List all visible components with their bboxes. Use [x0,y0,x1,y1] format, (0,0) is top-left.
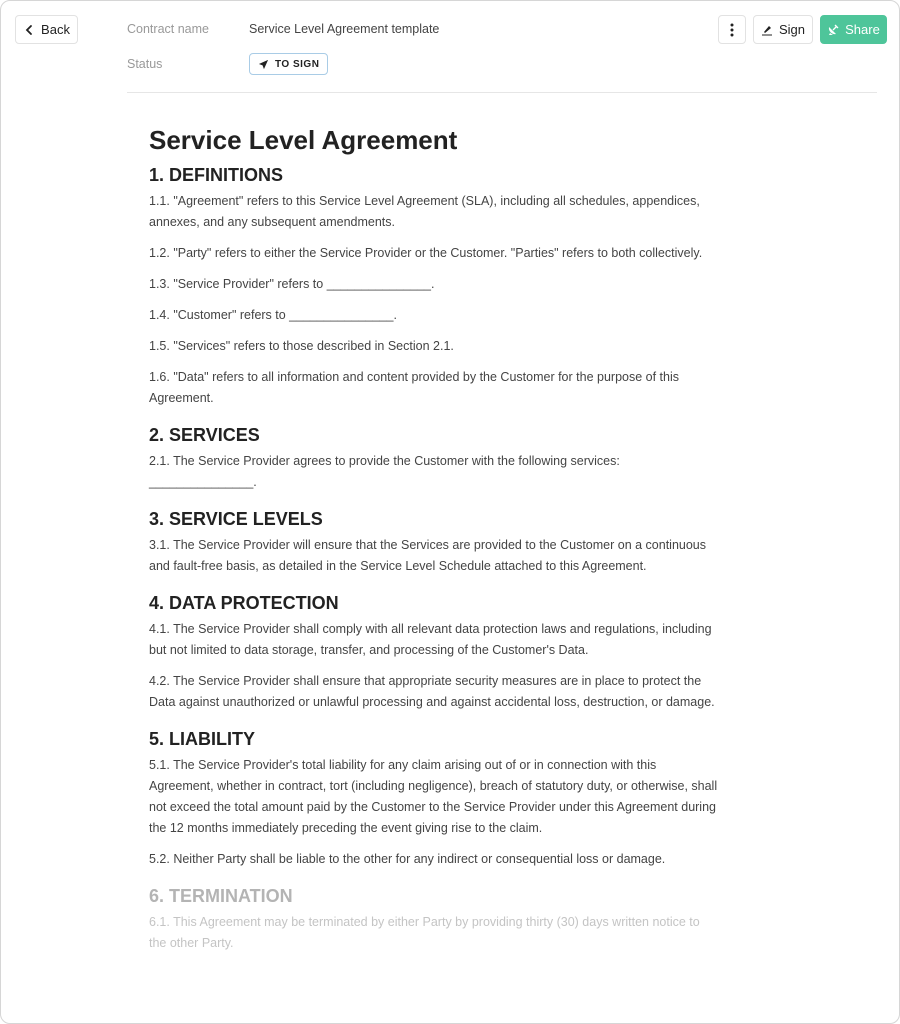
back-label: Back [41,22,70,37]
sign-label: Sign [778,22,806,37]
back-button[interactable] [15,15,78,44]
clause-paragraph: 1.6. "Data" refers to all information and content provided by the Customer for the purpose of this Agreement. [149,370,679,405]
more-options-button[interactable] [718,15,746,44]
section-heading: 5. LIABILITY [149,729,256,749]
clause-paragraph: 1.4. "Customer" refers to _______________. [149,308,397,322]
section-heading: 3. SERVICE LEVELS [149,509,323,529]
section-heading: 4. DATA PROTECTION [149,593,339,613]
clause-paragraph: 1.1. "Agreement" refers to this Service Level Agreement (SLA), including all schedules, appendices, annexes, and any subsequent amendments. [149,194,700,229]
clause-paragraph: 2.1. The Service Provider agrees to provide the Customer with the following services: _______________. [149,454,620,489]
document-body [149,123,719,964]
clause-paragraph: 6.1. This Agreement may be terminated by either Party by providing thirty (30) days written notice to the other Party. [149,915,700,950]
section-heading: 1. DEFINITIONS [149,165,284,185]
chevron-left-icon [23,24,35,36]
clause-paragraph: 3.1. The Service Provider will ensure that the Services are provided to the Customer on a continuous and fault-free basis, as detailed in the Service Level Schedule attached to this Agreement. [149,538,707,573]
clause-paragraph: 5.2. Neither Party shall be liable to the other for any indirect or consequential loss or damage. [149,852,666,866]
contract-name: Service Level Agreement template [249,22,440,36]
clause-paragraph: 1.3. "Service Provider" refers to _______________. [149,277,435,291]
share-button[interactable] [820,15,887,44]
contract-name-label: Contract name [127,22,209,36]
kebab-menu-icon [730,23,734,37]
clause-paragraph: 1.5. "Services" refers to those described in Section 2.1. [149,339,454,353]
section-heading: 6. TERMINATION [149,886,293,906]
status-badge [249,53,328,75]
clause-paragraph: 5.1. The Service Provider's total liability for any claim arising out of or in connection with this Agreement, whether in contract, tort (including negligence), breach of statutory duty, or otherwise, shall not exceed the total amount paid by the Customer to the Service Provider under this Agreement during the 12 months immediately preceding the event giving rise to the claim. [149,758,718,835]
section-heading: 2. SERVICES [149,425,260,445]
share-label: Share [845,22,880,37]
status-label: Status [127,57,163,71]
header-divider [127,92,877,93]
signature-pen-icon [761,24,773,36]
satellite-dish-icon [827,24,839,36]
status-value: TO SIGN [275,58,320,70]
sign-button[interactable] [753,15,813,44]
paper-plane-icon [258,59,269,70]
clause-paragraph: 4.1. The Service Provider shall comply with all relevant data protection laws and regulations, including but not limited to data storage, transfer, and processing of the Customer's Data. [149,622,712,657]
clause-paragraph: 4.2. The Service Provider shall ensure that appropriate security measures are in place to protect the Data against unauthorized or unlawful processing and against accidental loss, destruction, or damage. [149,674,715,709]
clause-paragraph: 1.2. "Party" refers to either the Service Provider or the Customer. "Parties" refers to both collectively. [149,246,703,260]
document-title: Service Level Agreement [149,125,458,155]
